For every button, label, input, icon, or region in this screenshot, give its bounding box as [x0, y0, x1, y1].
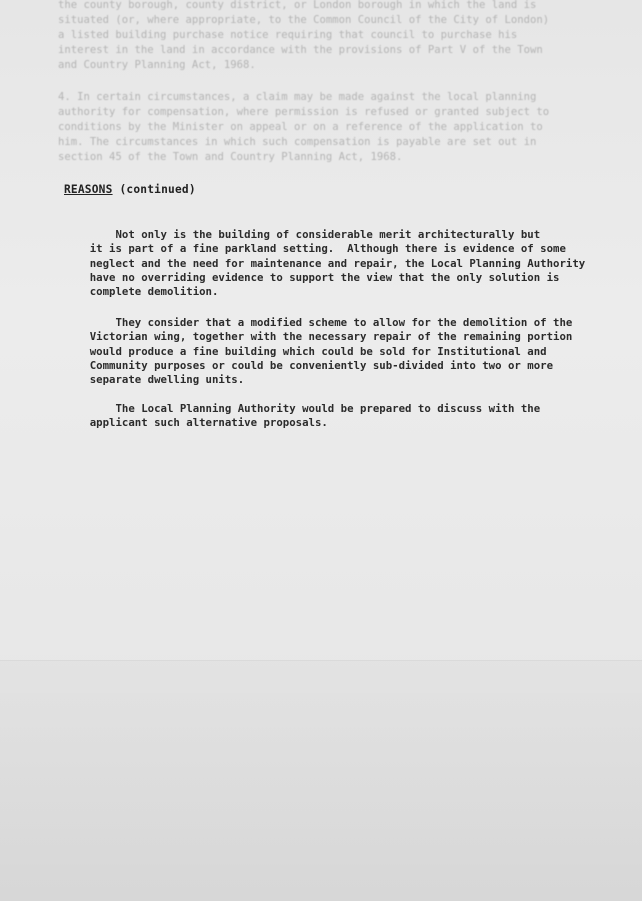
ghost-line: the county borough, county district, or London borough in which the land is: [58, 0, 537, 11]
show-through-text-middle: [58, 90, 606, 165]
paper-fold-line: [0, 660, 642, 661]
ghost-line: 4. In certain circumstances, a claim may be made against the local planning: [58, 91, 537, 103]
ghost-line: interest in the land in accordance with the provisions of Part V of the Town: [58, 44, 543, 56]
show-through-text-top: [58, 0, 606, 73]
reason-paragraph-3: The Local Planning Authority would be prepared to discuss with the applicant such alternative proposals.: [89, 402, 541, 430]
ghost-line: him. The circumstances in which such compensation is payable are set out in: [58, 136, 537, 148]
reason-paragraph-2: They consider that a modified scheme to allow for the demolition of the Victorian wing, together with the necessary repair of the remaining portion would produce a fine building which could be sold for Institutional and Community purposes or could be conveniently sub-divided into two or more separate dwelling units.: [89, 316, 573, 387]
section-heading-label: REASONS: [64, 183, 113, 196]
reason-paragraph-1: Not only is the building of considerable merit architecturally but it is part of a fine parkland setting. Although there is evidence of some neglect and the need for maintenance and repair, the Local Planning Authority have no overriding evidence to support the view that the only solution is complete demolition.: [89, 228, 586, 299]
ghost-line: conditions by the Minister on appeal or on a reference of the application to: [58, 121, 543, 133]
ghost-line: situated (or, where appropriate, to the Common Council of the City of London): [58, 14, 550, 26]
ghost-line: and Country Planning Act, 1968.: [58, 59, 256, 71]
ghost-line: authority for compensation, where permission is refused or granted subject to: [58, 106, 550, 118]
paper-lower-shading: [0, 660, 642, 901]
section-heading-suffix: (continued): [112, 183, 196, 196]
ghost-line: a listed building purchase notice requiring that council to purchase his: [58, 29, 518, 41]
ghost-line: section 45 of the Town and Country Planning Act, 1968.: [58, 151, 403, 163]
section-heading: [64, 183, 196, 196]
